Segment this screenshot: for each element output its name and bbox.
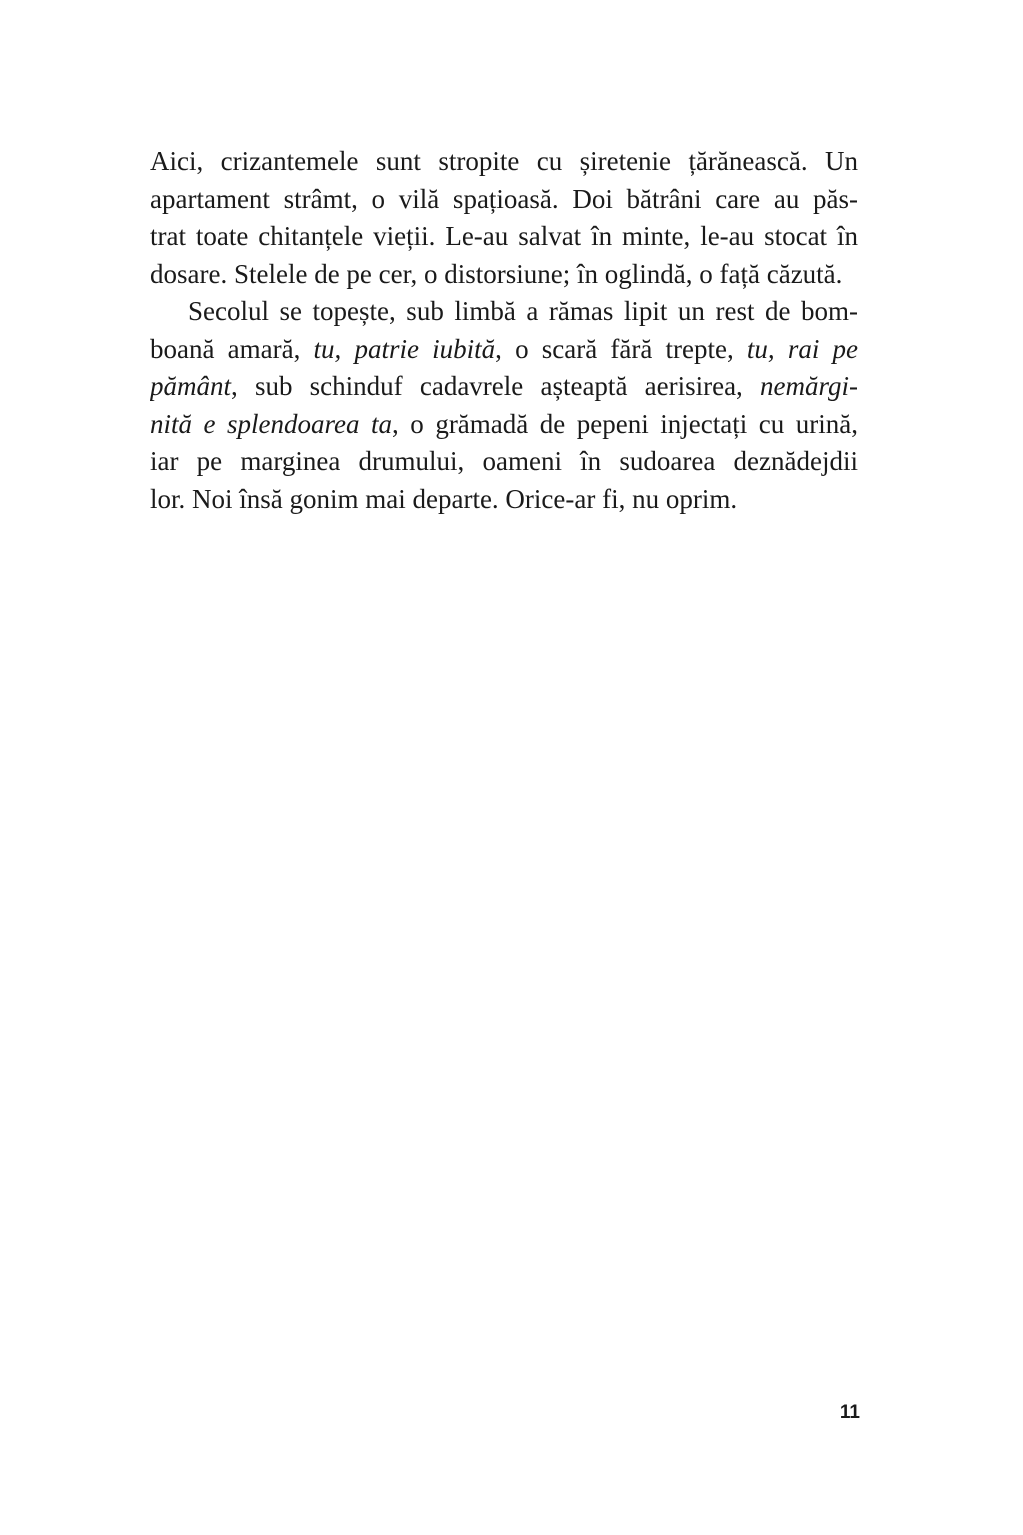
- text-line: [150, 443, 858, 481]
- text-line: [150, 181, 858, 219]
- text-line: [150, 331, 858, 369]
- text-line: [150, 218, 858, 256]
- text-run: lor. Noi însă gonim mai departe. Orice-ar fi, nu oprim.: [150, 483, 738, 514]
- text-run: boană amară,: [150, 333, 314, 364]
- text-run: trat toate chitanțele vieții. Le-au salvat în minte, le-au stocat în: [150, 221, 858, 251]
- body-text: [150, 143, 858, 518]
- text-line: [150, 256, 858, 294]
- text-run: , o grămadă de pepeni injectați cu urină,: [392, 408, 858, 439]
- text-line: [150, 481, 858, 519]
- text-run: dosare. Stelele de pe cer, o distorsiune; în oglindă, o față căzută.: [150, 258, 843, 289]
- text-run: , o scară fără trepte,: [495, 333, 747, 364]
- text-run: apartament strâmt, o vilă spațioasă. Doi bătrâni care au păs-: [150, 183, 858, 214]
- text-run: , sub schinduf cadavrele așteaptă aerisirea,: [231, 371, 761, 401]
- text-run: Aici, crizantemele sunt stropite cu șiretenie țărănească. Un: [150, 146, 858, 176]
- text-run: Secolul se topește, sub limbă a rămas lipit un rest de bom-: [188, 296, 858, 326]
- text-line: [150, 368, 858, 406]
- italic-text-run: nită e splendoarea ta: [150, 408, 393, 439]
- page-number: 11: [839, 1402, 860, 1423]
- italic-text-run: tu, patrie iubită: [313, 333, 496, 364]
- italic-text-run: pământ: [150, 371, 231, 401]
- paragraph-1: [150, 143, 858, 293]
- italic-text-run: nemărgi-: [760, 371, 858, 401]
- text-line: [150, 293, 858, 331]
- text-line: [150, 143, 858, 181]
- italic-text-run: tu, rai pe: [746, 333, 858, 364]
- text-run: iar pe marginea drumului, oameni în sudoarea deznădejdii: [150, 446, 858, 476]
- text-line: [150, 406, 858, 444]
- paragraph-2: [150, 293, 858, 518]
